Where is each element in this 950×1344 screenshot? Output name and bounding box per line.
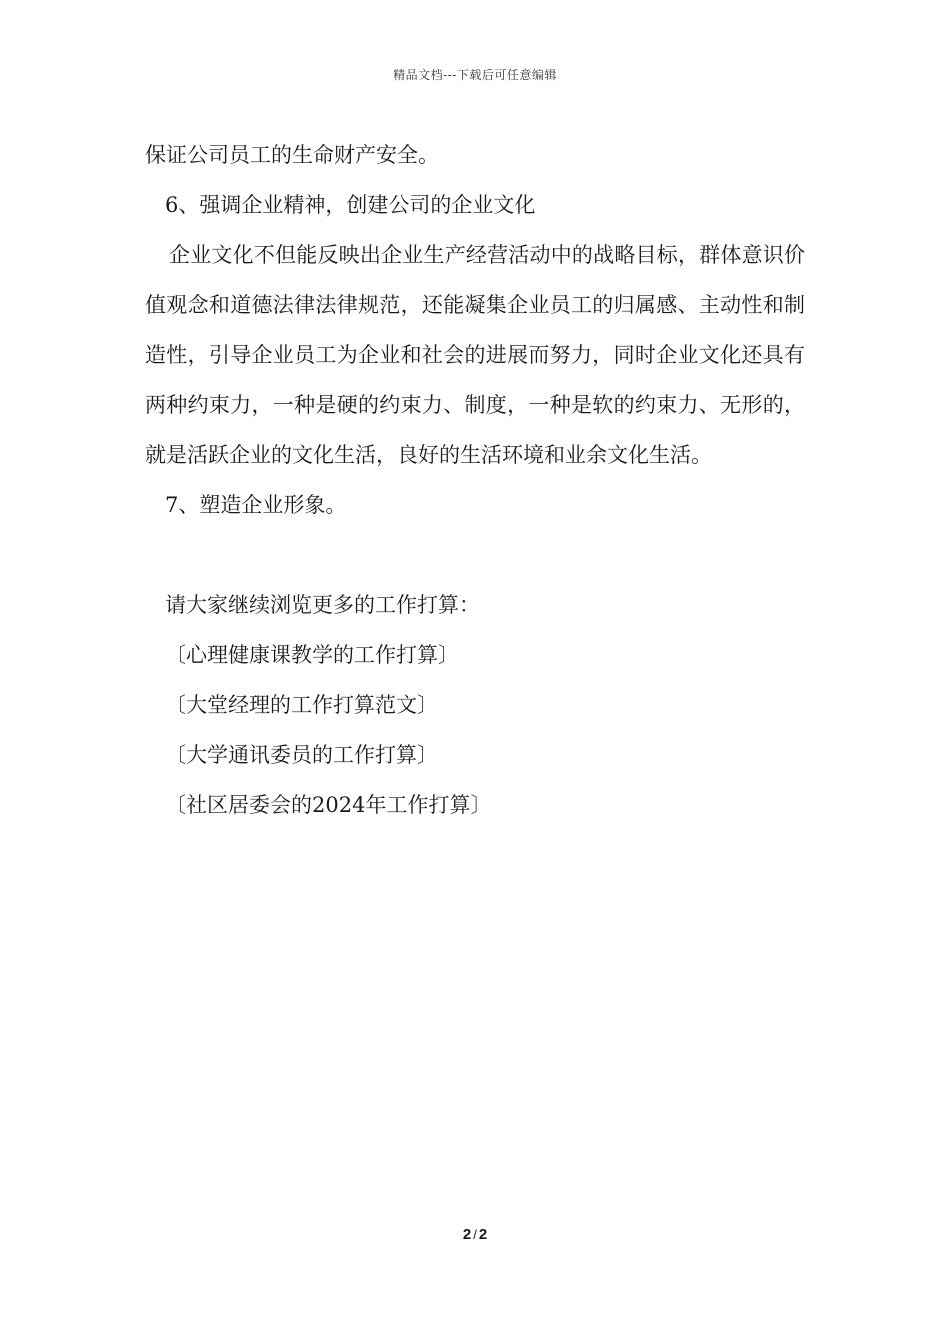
paragraph-corporate-culture: 企业文化不但能反映出企业生产经营活动中的战略目标，群体意识价值观念和道德法律法律规范，还能凝集企业员工的归属感、主动性和制造性，引导企业员工为企业和社会的进展而努力，同时企业文化还具有两种约束力，一种是硬的约束力、制度，一种是软的约束力、无形的，就是活跃企业的文化生活，良好的生活环境和业余文化生活。	[145, 243, 805, 467]
page-number	[0, 1226, 950, 1243]
blank-line	[145, 530, 805, 580]
total-page-count: 2	[478, 1226, 488, 1243]
more-plans-heading: 请大家继续浏览更多的工作打算：	[165, 593, 480, 617]
page-header: 精品文档---下载后可任意编辑	[393, 68, 557, 82]
related-link[interactable]: 〔大堂经理的工作打算范文〕	[165, 693, 438, 717]
related-link[interactable]: 〔大学通讯委员的工作打算〕	[165, 743, 438, 767]
current-page-number: 2	[462, 1226, 472, 1243]
document-body	[145, 130, 805, 830]
section-heading-7: 7、塑造企业形象。	[165, 493, 347, 517]
paragraph-safety: 保证公司员工的生命财产安全。	[145, 143, 439, 167]
related-link[interactable]: 〔社区居委会的2024年工作打算〕	[165, 793, 492, 817]
section-heading-6: 6、强调企业精神，创建公司的企业文化	[165, 193, 536, 217]
page-separator: /	[473, 1227, 477, 1242]
related-link[interactable]: 〔心理健康课教学的工作打算〕	[165, 643, 459, 667]
